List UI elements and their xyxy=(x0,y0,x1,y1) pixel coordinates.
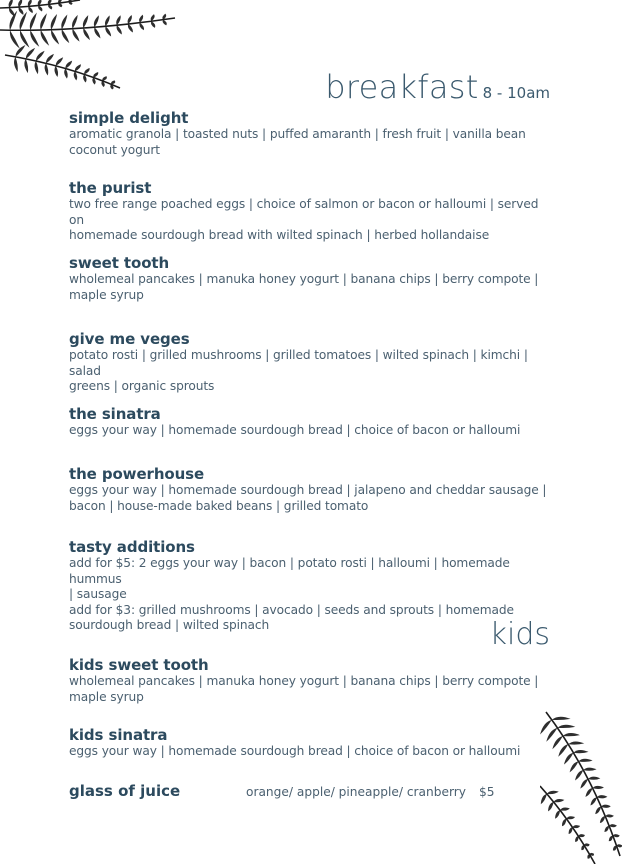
item-desc-line: eggs your way | homemade sourdough bread | choice of bacon or halloumi xyxy=(69,423,521,437)
item-title: kids sweet tooth xyxy=(69,656,209,674)
item-desc-line: greens | organic sprouts xyxy=(69,379,215,393)
item-title: the purist xyxy=(69,179,152,197)
menu-item-glass-of-juice xyxy=(69,782,551,802)
fern-leaf-bottom-right-icon xyxy=(540,706,622,864)
item-title: the powerhouse xyxy=(69,465,205,483)
item-desc-line: | sausage xyxy=(69,587,127,601)
menu-item-the-powerhouse xyxy=(69,465,551,514)
juice-options: orange/ apple/ pineapple/ cranberry xyxy=(246,785,466,799)
item-title: sweet tooth xyxy=(69,254,170,272)
item-desc-line: aromatic granola | toasted nuts | puffed amaranth | fresh fruit | vanilla bean xyxy=(69,127,526,141)
item-desc-line: eggs your way | homemade sourdough bread | choice of bacon or halloumi xyxy=(69,744,521,758)
item-title: tasty additions xyxy=(69,538,195,556)
item-desc-line: add for $5: 2 eggs your way | bacon | potato rosti | halloumi | homemade hummus xyxy=(69,556,510,586)
item-desc-line: sourdough bread | wilted spinach xyxy=(69,618,270,632)
menu-item-give-me-veges xyxy=(69,330,551,395)
item-title: give me veges xyxy=(69,330,190,348)
item-desc-line: bacon | house-made baked beans | grilled tomato xyxy=(69,498,369,513)
menu-item-tasty-additions xyxy=(69,538,551,634)
item-desc-line: wholemeal pancakes | manuka honey yogurt | banana chips | berry compote | xyxy=(69,674,539,688)
item-title: kids sinatra xyxy=(69,726,168,744)
item-title: simple delight xyxy=(69,109,189,127)
item-desc-line: eggs your way | homemade sourdough bread | jalapeno and cheddar sausage | xyxy=(69,483,547,497)
menu-item-kids-sweet-tooth xyxy=(69,656,551,705)
item-desc-line: potato rosti | grilled mushrooms | grilled tomatoes | wilted spinach | kimchi | salad xyxy=(69,348,528,378)
item-desc-line: two free range poached eggs | choice of salmon or bacon or halloumi | served on xyxy=(69,197,539,227)
menu-item-the-sinatra xyxy=(69,405,551,439)
item-title: glass of juice xyxy=(69,782,181,800)
item-desc-line: maple syrup xyxy=(69,287,144,302)
item-title: the sinatra xyxy=(69,405,161,423)
item-desc-line: homemade sourdough bread with wilted spinach | herbed hollandaise xyxy=(69,228,490,242)
item-desc-line: maple syrup xyxy=(69,689,144,704)
breakfast-title: breakfast xyxy=(325,68,479,106)
menu-item-sweet-tooth xyxy=(69,254,551,303)
breakfast-heading xyxy=(325,68,550,106)
fern-leaf-top-left-icon xyxy=(0,0,185,92)
kids-heading: kids xyxy=(489,617,550,652)
menu-item-simple-delight xyxy=(69,109,551,158)
juice-price: $5 xyxy=(479,785,495,799)
item-desc-line: wholemeal pancakes | manuka honey yogurt | banana chips | berry compote | xyxy=(69,272,539,286)
breakfast-hours: 8 - 10am xyxy=(482,84,550,102)
menu-item-kids-sinatra xyxy=(69,726,551,760)
item-desc-line: add for $3: grilled mushrooms | avocado | seeds and sprouts | homemade xyxy=(69,602,514,617)
item-desc-line: coconut yogurt xyxy=(69,142,160,157)
menu-item-the-purist xyxy=(69,179,551,244)
